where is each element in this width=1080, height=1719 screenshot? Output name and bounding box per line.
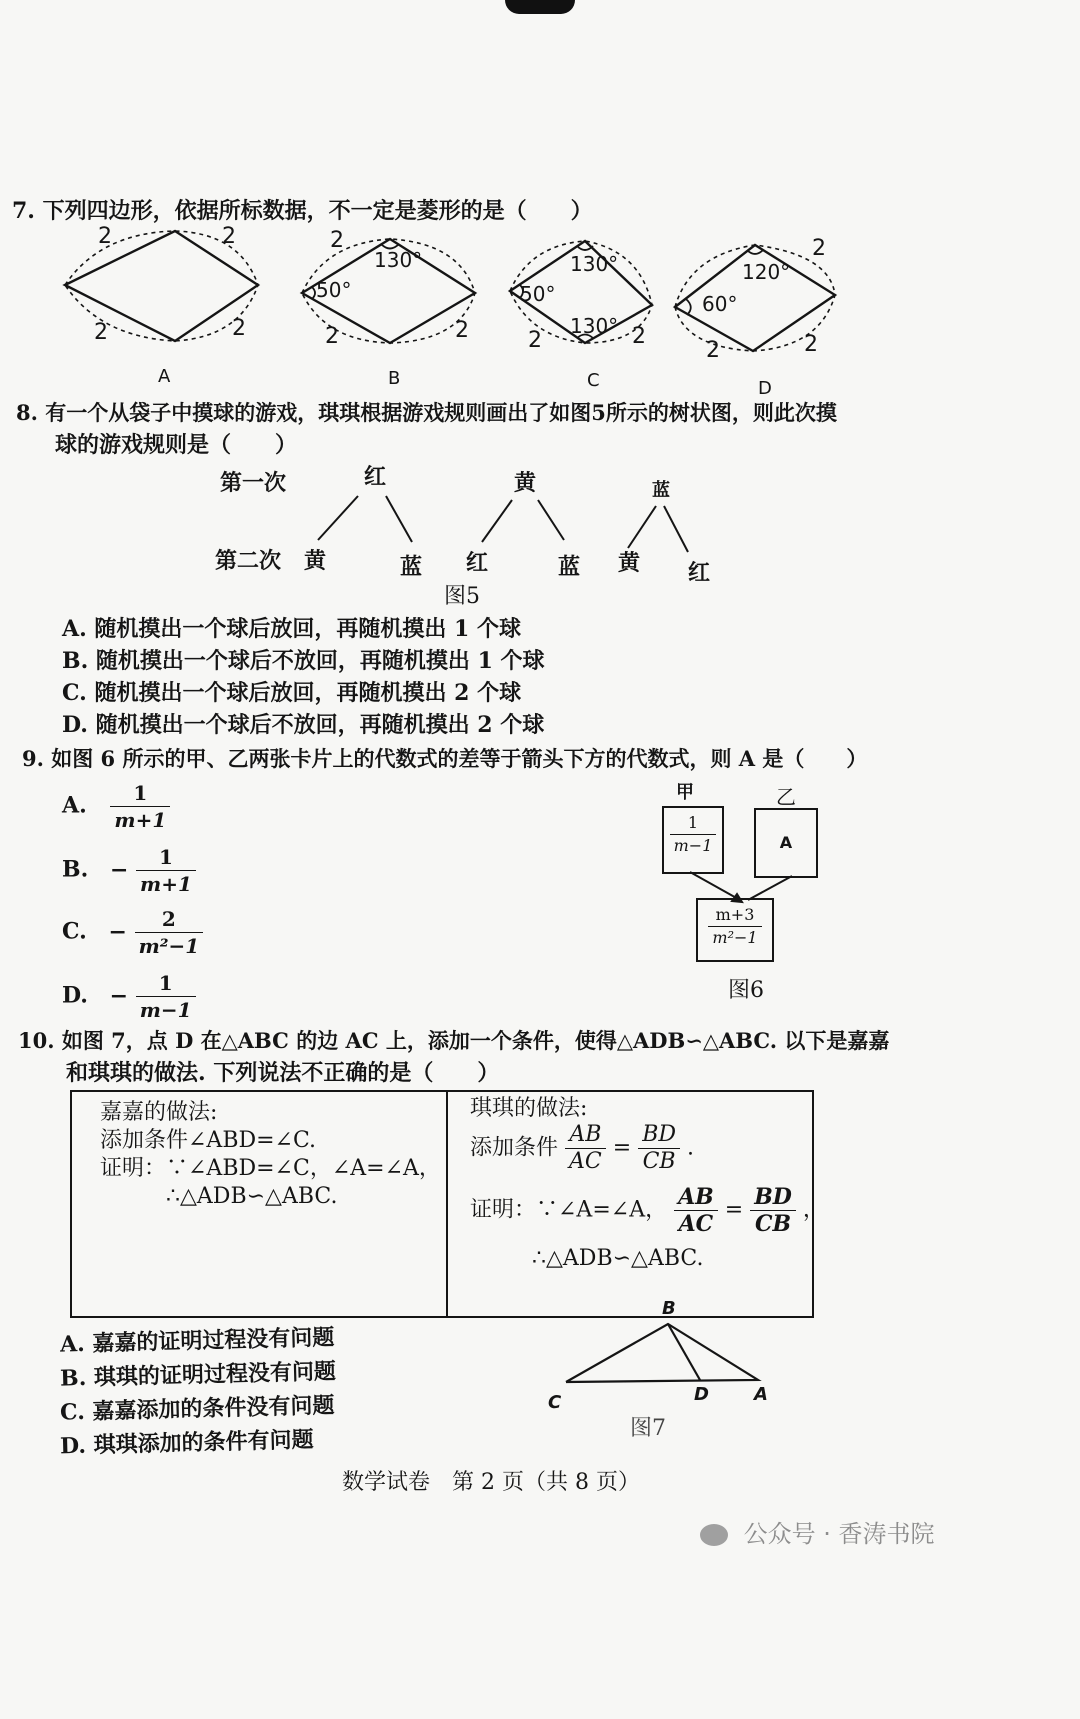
q7-b-side-1: 2 xyxy=(330,228,344,253)
jiajia-line3: ∴△ADB∽△ABC. xyxy=(166,1184,338,1209)
fraction: $\frac{m+3}{\text{m²−1}}$ xyxy=(708,904,761,949)
q7-d-label: D xyxy=(758,378,772,399)
q7-b-label: B xyxy=(388,368,401,389)
jiajia-title: 嘉嘉的做法: xyxy=(100,1100,218,1125)
q7-b-angle-1: 130° xyxy=(374,248,423,272)
q10-option-b: B. 琪琪的证明过程没有问题 xyxy=(59,1358,337,1392)
jiajia-line1: 添加条件∠ABD=∠C. xyxy=(100,1128,317,1153)
fraction: $\frac{1}{m+1}$ xyxy=(136,844,196,897)
tree-first-label: 第一次 xyxy=(220,470,287,496)
fraction: $\frac{2}{\text{m²−1}}$ xyxy=(135,906,204,959)
q7-a-label: A xyxy=(158,366,171,387)
jiajia-line2: 证明：∵∠ABD=∠C，∠A=∠A， xyxy=(100,1156,441,1181)
q9-option-b: B. − $\frac{1}{m+1}$ xyxy=(62,844,196,897)
qiqi-conclusion: ∴△ADB∽△ABC. xyxy=(532,1246,704,1271)
q10-stem-line2: 和琪琪的做法. 下列说法不正确的是（ ） xyxy=(66,1060,500,1086)
card-yi-label: 乙 xyxy=(776,785,796,809)
q9-option-c: C. − $\frac{2}{\text{m²−1}}$ xyxy=(62,906,203,959)
q9-option-a: A. $\frac{1}{m+1}$ xyxy=(62,780,170,833)
table-divider xyxy=(446,1092,448,1316)
card-yi: A xyxy=(754,808,818,878)
tree-branches xyxy=(300,490,720,560)
page-footer: 数学试卷 第 2 页（共 8 页） xyxy=(342,1470,640,1495)
q8-option-c: C. 随机摸出一个球后放回，再随机摸出 2 个球 xyxy=(62,680,522,706)
point-b-label: B xyxy=(662,1298,676,1319)
q8-option-d: D. 随机摸出一个球后不放回，再随机摸出 2 个球 xyxy=(62,712,545,738)
card-result xyxy=(696,898,774,962)
q8-option-a: A. 随机摸出一个球后放回，再随机摸出 1 个球 xyxy=(62,616,522,642)
q7-stem: 7. 下列四边形，依据所标数据，不一定是菱形的是（ ） xyxy=(12,198,593,224)
fraction: $\frac{1}{m-1}$ xyxy=(136,970,196,1023)
q9-stem: 9. 如图 6 所示的甲、乙两张卡片上的代数式的差等于箭头下方的代数式，则 A 是（ ） xyxy=(22,746,868,771)
q7-d-side-2: 2 xyxy=(706,338,720,363)
q7-a-side-3: 2 xyxy=(94,320,108,345)
q7-a-side-4: 2 xyxy=(232,316,246,341)
fraction: $\frac{1}{m-1}$ xyxy=(670,812,717,857)
tree-bottom-2: 红 xyxy=(466,550,489,576)
q10-option-c: C. 嘉嘉添加的条件没有问题 xyxy=(59,1392,335,1426)
q9-option-d: D. − $\frac{1}{m-1}$ xyxy=(62,970,196,1023)
q7-c-angle-1: 130° xyxy=(570,252,619,276)
q7-a-side-2: 2 xyxy=(222,224,236,249)
point-d-label: D xyxy=(694,1384,709,1405)
q7-c-angle-3: 130° xyxy=(570,314,619,338)
qiqi-title: 琪琪的做法: xyxy=(470,1096,588,1121)
tree-bottom-1: 蓝 xyxy=(400,554,423,580)
q8-option-b: B. 随机摸出一个球后不放回，再随机摸出 1 个球 xyxy=(62,648,545,674)
point-c-label: C xyxy=(548,1392,562,1413)
fraction: $\frac{BD}{CB}$ xyxy=(638,1122,680,1175)
point-a-label: A xyxy=(754,1384,768,1405)
q7-b-side-2: 2 xyxy=(325,324,339,349)
fraction: $\frac{1}{m+1}$ xyxy=(110,780,170,833)
q7-c-side-2: 2 xyxy=(632,324,646,349)
q7-c-angle-2: 50° xyxy=(520,282,556,306)
tree-caption: 图5 xyxy=(444,584,480,609)
qiqi-condition: 添加条件 $\frac{AB}{AC}$ = $\frac{BD}{CB}$ . xyxy=(470,1122,694,1174)
tree-top-0: 红 xyxy=(364,464,387,490)
q7-c-label: C xyxy=(587,370,600,391)
figure7-triangle xyxy=(560,1318,780,1398)
qiqi-proof: 证明：∵∠A=∠A， $\frac{AB}{AC}$ = $\frac{BD}{CB}$ ， xyxy=(470,1184,825,1237)
figure7-caption: 图7 xyxy=(630,1416,666,1441)
tree-top-2: 蓝 xyxy=(652,480,670,501)
q10-option-d: D. 琪琪添加的条件有问题 xyxy=(59,1426,314,1460)
fraction: $\frac{AB}{AC}$ xyxy=(565,1122,606,1175)
q7-d-angle-2: 60° xyxy=(702,292,738,316)
watermark: 公众号 · 香涛书院 xyxy=(700,1514,935,1549)
q7-d-side-1: 2 xyxy=(812,236,826,261)
figure6-caption: 图6 xyxy=(728,978,764,1003)
tree-second-label: 第二次 xyxy=(215,548,282,574)
fraction: $\frac{BD}{CB}$ xyxy=(750,1184,796,1237)
q7-d-angle-1: 120° xyxy=(742,260,791,284)
scan-artifact xyxy=(505,0,575,14)
tree-top-1: 黄 xyxy=(514,470,537,496)
tree-bottom-0: 黄 xyxy=(304,548,327,574)
fraction: $\frac{AB}{AC}$ xyxy=(674,1184,718,1237)
q8-stem-line1: 8. 有一个从袋子中摸球的游戏，琪琪根据游戏规则画出了如图5所示的树状图，则此次摸 xyxy=(16,400,837,425)
q10-stem-line1: 10. 如图 7，点 D 在△ABC 的边 AC 上，添加一个条件，使得△ADB∽△ABC. 以下是嘉嘉 xyxy=(18,1028,890,1053)
q10-option-a: A. 嘉嘉的证明过程没有问题 xyxy=(59,1324,335,1358)
q7-a-side-1: 2 xyxy=(98,224,112,249)
q7-c-side-1: 2 xyxy=(528,328,542,353)
q7-d-side-3: 2 xyxy=(804,332,818,357)
card-jia-label: 甲 xyxy=(676,782,694,803)
card-jia xyxy=(662,806,724,874)
tree-bottom-3: 蓝 xyxy=(558,554,581,580)
wechat-icon xyxy=(700,1524,728,1546)
q7-b-angle-2: 50° xyxy=(316,278,352,302)
tree-bottom-5: 红 xyxy=(688,560,711,586)
q8-stem-line2: 球的游戏规则是（ ） xyxy=(55,432,298,458)
tree-bottom-4: 黄 xyxy=(618,550,641,576)
q7-b-side-3: 2 xyxy=(455,318,469,343)
